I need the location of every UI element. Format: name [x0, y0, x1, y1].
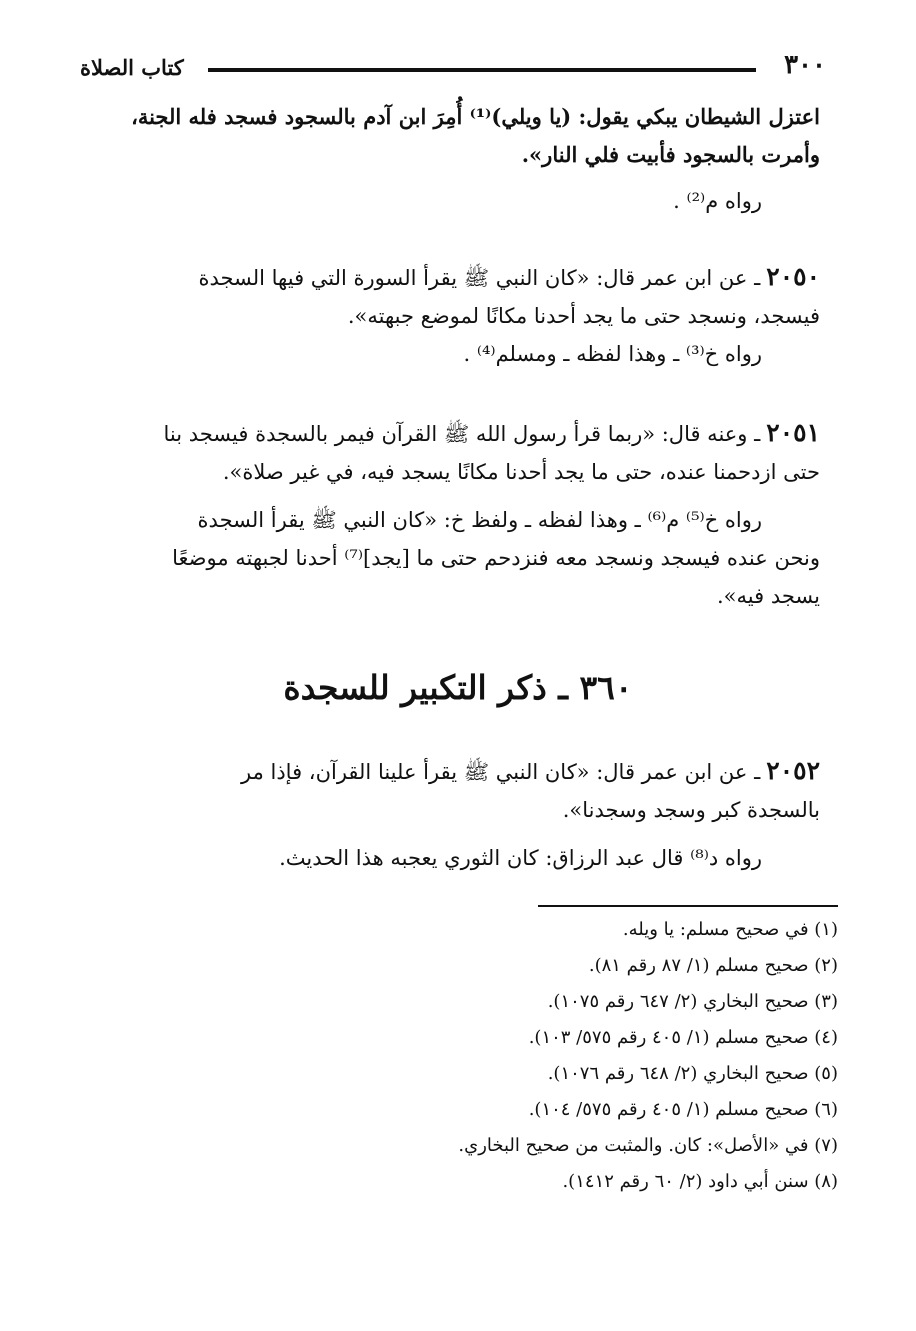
text-line: حتى ازدحمنا عنده، حتى ما يجد أحدنا مكانًا يسجد فيه، في غير صلاة». [222, 460, 820, 484]
page-header [80, 50, 826, 90]
text-line: بالسجدة كبر وسجد وسجدنا». [562, 798, 820, 822]
footnote: (٥) صحيح البخاري (٢/ ٦٤٨ رقم ١٠٧٦). [547, 1063, 838, 1084]
page-number: ٣٠٠ [784, 50, 826, 80]
footnote-separator [538, 905, 838, 907]
hadith-number: ٢٠٥٢ [766, 756, 820, 785]
citation-line: رواه خ⁽⁵⁾ م⁽⁶⁾ ـ وهذا لفظه ـ ولفظ خ: «كان النبي ﷺ يقرأ السجدة [197, 508, 762, 532]
citation-line: رواه د⁽⁸⁾ قال عبد الرزاق: كان الثوري يعجبه هذا الحديث. [279, 846, 762, 870]
citation-line: رواه م⁽²⁾ . [673, 189, 762, 213]
hadith-2050 [98, 258, 820, 373]
footnote: (٨) سنن أبي داود (٢/ ٦٠ رقم ١٤١٢). [562, 1171, 838, 1192]
hadith-number: ٢٠٥١ [766, 418, 820, 447]
hadith-2052 [98, 752, 820, 877]
text-line: اعتزل الشيطان يبكي يقول: (يا ويلي)⁽¹⁾ أُمِرَ ابن آدم بالسجود فسجد فله الجنة، [131, 104, 820, 129]
section-heading: ٣٦٠ ـ ذكر التكبير للسجدة [283, 668, 633, 707]
book-title: كتاب الصلاة [80, 55, 184, 80]
footnote: (٢) صحيح مسلم (١/ ٨٧ رقم ٨١). [588, 955, 838, 976]
hadith-text: ـ عن ابن عمر قال: «كان النبي ﷺ يقرأ علينا القرآن، فإذا مر [240, 760, 761, 784]
text-line [98, 414, 820, 453]
footnote: (٣) صحيح البخاري (٢/ ٦٤٧ رقم ١٠٧٥). [547, 991, 838, 1012]
text-line [98, 752, 820, 791]
text-line: يسجد فيه». [717, 584, 820, 608]
footnotes [138, 912, 838, 1200]
text-line: وأمرت بالسجود فأبيت فلي النار». [521, 142, 820, 167]
hadith-2051 [98, 414, 820, 615]
text-line [98, 258, 820, 297]
citation-line: رواه خ⁽³⁾ ـ وهذا لفظه ـ ومسلم⁽⁴⁾ . [463, 342, 762, 366]
footnote: (١) في صحيح مسلم: يا ويله. [622, 919, 838, 940]
footnote: (٦) صحيح مسلم (١/ ٤٠٥ رقم ٥٧٥/ ١٠٤). [528, 1099, 838, 1120]
paragraph-continuation [98, 98, 820, 220]
footnote: (٤) صحيح مسلم (١/ ٤٠٥ رقم ٥٧٥/ ١٠٣). [528, 1027, 838, 1048]
hadith-text: ـ وعنه قال: «ربما قرأ رسول الله ﷺ القرآن فيمر بالسجدة فيسجد بنا [163, 422, 761, 446]
text-line: فيسجد، ونسجد حتى ما يجد أحدنا مكانًا لموضع جبهته». [347, 304, 820, 328]
hadith-number: ٢٠٥٠ [766, 262, 820, 291]
hadith-text: ـ عن ابن عمر قال: «كان النبي ﷺ يقرأ السورة التي فيها السجدة [198, 266, 761, 290]
text-line: ونحن عنده فيسجد ونسجد معه فنزدحم حتى ما [يجد]⁽⁷⁾ أحدنا لجبهته موضعًا [172, 546, 820, 570]
header-rule [208, 68, 756, 72]
footnote: (٧) في «الأصل»: كان. والمثبت من صحيح البخاري. [458, 1135, 838, 1156]
